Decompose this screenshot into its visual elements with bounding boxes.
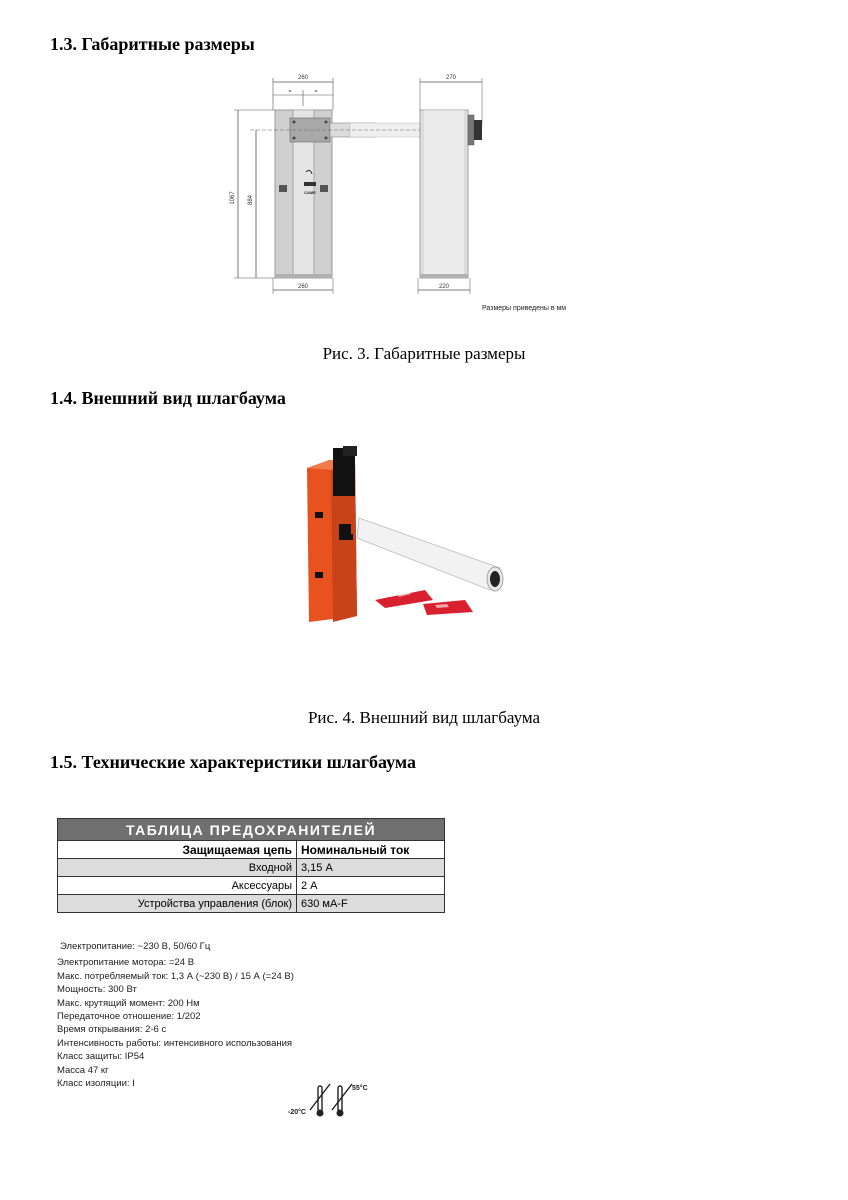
temperature-range-icon	[288, 1080, 378, 1120]
spec-item: Макс. потребляемый ток: 1,3 А (~230 В) / 15 А (=24 В)	[57, 970, 294, 982]
brand-logo: CAME	[304, 190, 316, 195]
spec-item: Электропитание мотора: =24 В	[57, 957, 195, 969]
cell-circuit: Входной	[58, 859, 297, 877]
specs-list	[57, 940, 294, 1090]
spec-item: Передаточное отношение: 1/202	[57, 1011, 201, 1023]
dims-note: Размеры приведены в мм	[482, 305, 567, 312]
spec-item: Электропитание: ~230 В, 50/60 Гц	[60, 941, 211, 952]
spec-item: Время открывания: 2-6 с	[57, 1024, 167, 1036]
dim-side-width: 270	[445, 75, 457, 81]
table-row	[58, 895, 445, 913]
spec-item: Интенсивность работы: интенсивного использования	[57, 1037, 293, 1049]
section-heading-appearance: 1.4. Внешний вид шлагбаума	[50, 388, 286, 408]
figure3-caption: Рис. 3. Габаритные размеры	[322, 344, 526, 363]
dimensions-drawing	[220, 70, 600, 320]
dim-total-height: 1067	[230, 191, 236, 205]
svg-text:=: =	[314, 89, 318, 95]
dim-front-base: 260	[297, 284, 309, 290]
spec-item: Масса 47 кг	[57, 1064, 109, 1076]
figure4-caption: Рис. 4. Внешний вид шлагбаума	[307, 708, 541, 727]
cell-rating: 2 А	[297, 877, 445, 895]
dim-side-base: 220	[438, 284, 450, 290]
section-heading-dimensions: 1.3. Габаритные размеры	[50, 34, 255, 54]
spec-item: Класс защиты: IP54	[57, 1051, 145, 1063]
section-heading-specs: 1.5. Технические характеристики шлагбаума	[50, 752, 417, 772]
svg-text:=: =	[288, 89, 292, 95]
cell-rating: 3,15 А	[297, 859, 445, 877]
spec-item: Мощность: 300 Вт	[57, 984, 137, 996]
cell-rating: 630 мА-F	[297, 895, 445, 913]
fuse-table	[57, 818, 445, 913]
temp-max-label: 55°C	[352, 1085, 368, 1092]
spec-item: Макс. крутящий момент: 200 Нм	[57, 997, 200, 1009]
table-row	[58, 877, 445, 895]
cell-circuit: Устройства управления (блок)	[58, 895, 297, 913]
spec-item: Класс изоляции: I	[57, 1078, 135, 1090]
cell-circuit: Аксессуары	[58, 877, 297, 895]
column-header-circuit: Защищаемая цепь	[58, 841, 297, 859]
table-row	[58, 859, 445, 877]
dim-body-height: 884	[248, 194, 254, 206]
temp-min-label: -20°C	[288, 1109, 306, 1116]
fuse-table-title: ТАБЛИЦА ПРЕДОХРАНИТЕЛЕЙ	[58, 819, 445, 841]
barrier-photo	[295, 440, 525, 625]
dim-front-width: 260	[297, 75, 309, 81]
column-header-rating: Номинальный ток	[297, 841, 445, 859]
